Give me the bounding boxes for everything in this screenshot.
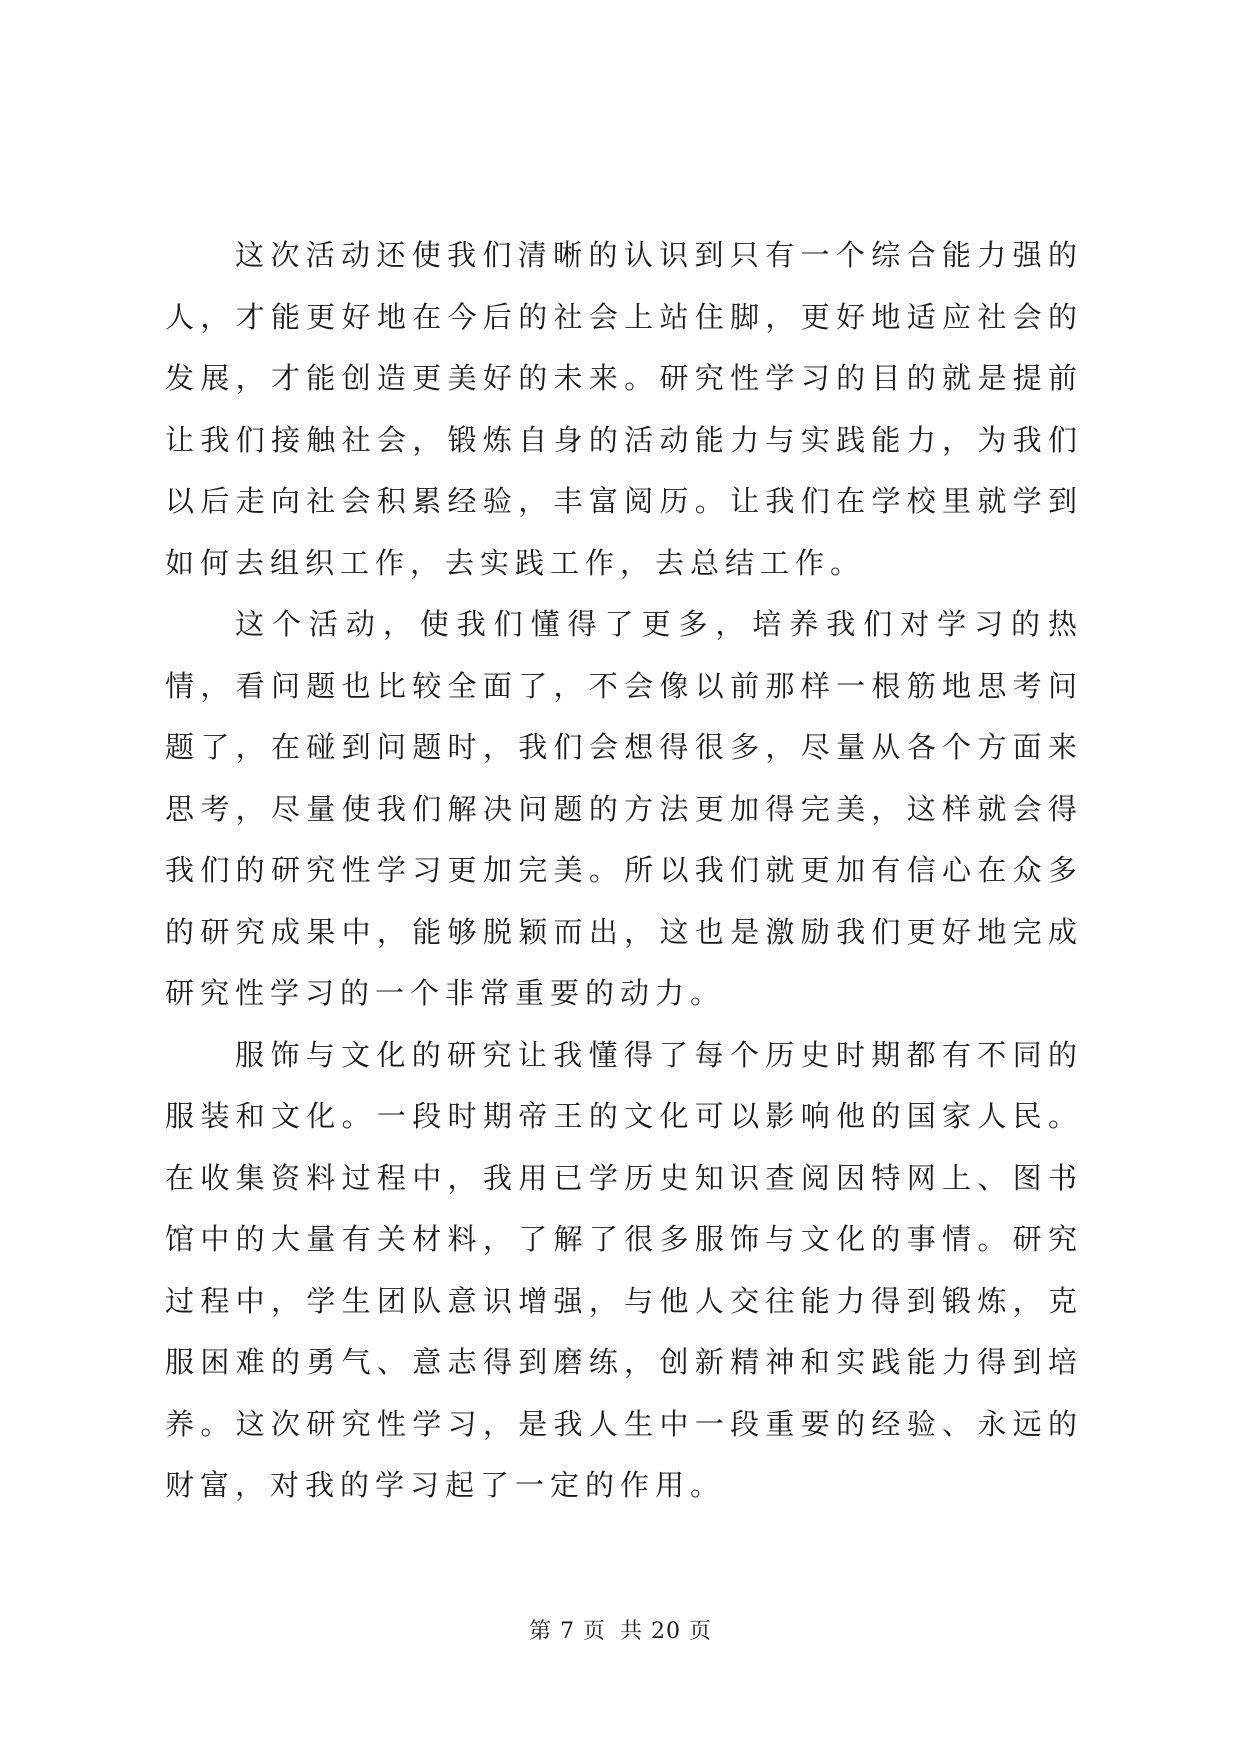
page-total: 共 20 页: [620, 1619, 712, 1644]
paragraph-2: 这个活动，使我们懂得了更多，培养我们对学习的热情，看问题也比较全面了，不会像以前那样一根筋地思考问题了，在碰到问题时，我们会想得很多，尽量从各个方面来思考，尽量使我们解决问题的方法更加得完美，这样就会得我们的研究性学习更加完美。所以我们就更加有信心在众多的研究成果中，能够脱颖而出，这也是激励我们更好地完成研究性学习的一个非常重要的动力。: [165, 607, 1083, 1010]
paragraph-3: 服饰与文化的研究让我懂得了每个历史时期都有不同的服装和文化。一段时期帝王的文化可以影响他的国家人民。在收集资料过程中，我用已学历史知识查阅因特网上、图书馆中的大量有关材料，了解了很多服饰与文化的事情。研究过程中，学生团队意识增强，与他人交往能力得到锻炼，克服困难的勇气、意志得到磨练，创新精神和实践能力得到培养。这次研究性学习，是我人生中一段重要的经验、永远的财富，对我的学习起了一定的作用。: [165, 1037, 1083, 1502]
page-footer: [0, 1614, 1241, 1645]
page-number: 第 7 页: [529, 1619, 606, 1644]
document-body: [165, 225, 1083, 1517]
paragraph-1: 这次活动还使我们清晰的认识到只有一个综合能力强的人，才能更好地在今后的社会上站住脚，更好地适应社会的发展，才能创造更美好的未来。研究性学习的目的就是提前让我们接触社会，锻炼自身的活动能力与实践能力，为我们以后走向社会积累经验，丰富阅历。让我们在学校里就学到如何去组织工作，去实践工作，去总结工作。: [165, 238, 1083, 580]
